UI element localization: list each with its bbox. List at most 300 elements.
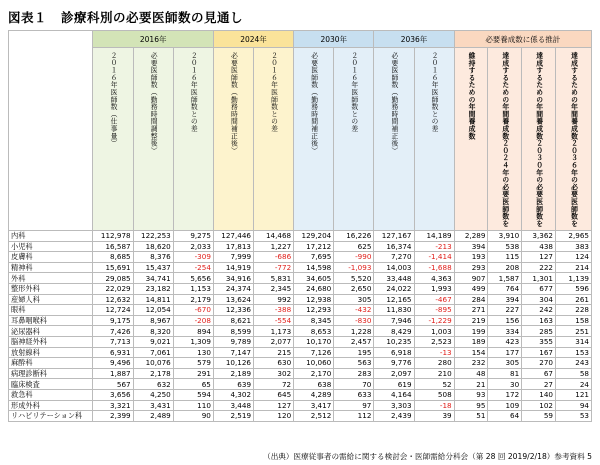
table-cell: 4,302 [213, 389, 253, 400]
table-cell: 70 [334, 379, 374, 390]
department-name: 放射線科 [9, 347, 93, 358]
table-cell: 2,650 [334, 283, 374, 294]
table-cell: 7,126 [294, 347, 334, 358]
table-cell: 208 [488, 262, 522, 273]
table-cell: 251 [555, 326, 591, 337]
table-cell: 121 [555, 389, 591, 400]
table-cell: 438 [522, 241, 556, 252]
table-cell: 10,235 [374, 336, 414, 347]
table-row [9, 262, 592, 273]
table-cell: 112 [334, 411, 374, 422]
table-cell: 14,919 [213, 262, 253, 273]
table-cell: -432 [334, 305, 374, 316]
table-cell: 3,431 [133, 400, 173, 411]
table-cell: 167 [522, 347, 556, 358]
table-cell: 14,598 [294, 262, 334, 273]
department-name: 救急科 [9, 389, 93, 400]
table-cell: 9,175 [93, 315, 133, 326]
table-cell: 214 [555, 262, 591, 273]
table-cell: 304 [522, 294, 556, 305]
table-cell: 9,496 [93, 358, 133, 369]
table-cell: 293 [454, 262, 488, 273]
table-body [9, 231, 592, 422]
table-row [9, 336, 592, 347]
column-header [414, 48, 454, 231]
table-cell: 12,293 [294, 305, 334, 316]
table-cell: 3,417 [294, 400, 334, 411]
table-cell: 1,173 [254, 326, 294, 337]
table-cell: -686 [254, 252, 294, 263]
table-cell: 508 [414, 389, 454, 400]
table-cell: -830 [334, 315, 374, 326]
column-header-label: 必要医師数（勤務時間補正後） [309, 52, 318, 155]
table-cell: 18,620 [133, 241, 173, 252]
table-cell: 579 [173, 358, 213, 369]
table-cell: 30 [488, 379, 522, 390]
table-cell: 93 [454, 389, 488, 400]
table-cell: 129,204 [294, 231, 334, 242]
column-header [488, 48, 522, 231]
table-cell: 594 [173, 389, 213, 400]
table-cell: 645 [254, 389, 294, 400]
table-cell: 199 [454, 326, 488, 337]
column-header [374, 48, 414, 231]
column-header-label: 達成するための年間養成数２０３０年の必要医師数を [534, 52, 543, 228]
table-cell: 3,362 [522, 231, 556, 242]
table-cell: 2,179 [173, 294, 213, 305]
table-row [9, 326, 592, 337]
table-cell: 6,931 [93, 347, 133, 358]
table-cell: 2,457 [334, 336, 374, 347]
table-cell: 270 [522, 358, 556, 369]
table-cell: 90 [173, 411, 213, 422]
table-cell: 2,289 [454, 231, 488, 242]
table-cell: 12,165 [374, 294, 414, 305]
table-cell: 97 [334, 400, 374, 411]
table-cell: 283 [334, 368, 374, 379]
table-cell: 2,178 [133, 368, 173, 379]
column-header [93, 48, 133, 231]
table-cell: 7,695 [294, 252, 334, 263]
table-cell: 7,061 [133, 347, 173, 358]
table-cell: 285 [522, 326, 556, 337]
table-row [9, 379, 592, 390]
table-cell: 7,713 [93, 336, 133, 347]
department-name: 外科 [9, 273, 93, 284]
department-name: 整形外科 [9, 283, 93, 294]
table-row [9, 241, 592, 252]
table-cell: 261 [555, 294, 591, 305]
column-header-label: 維持するための年間養成数 [467, 52, 476, 140]
department-name: 臨床検査 [9, 379, 93, 390]
physician-demand-table [8, 30, 592, 422]
table-cell: 9,275 [173, 231, 213, 242]
table-cell: 8,320 [133, 326, 173, 337]
column-header-label: 達成するための年間養成数２０２４年の必要医師数を [500, 52, 509, 228]
table-cell: 12,724 [93, 305, 133, 316]
figure-title-text: 診療科別の必要医師数の見通し [61, 10, 244, 25]
table-cell: 33,448 [374, 273, 414, 284]
table-cell: 21 [454, 379, 488, 390]
table-cell: 12,938 [294, 294, 334, 305]
table-cell: 27 [522, 379, 556, 390]
table-cell: 195 [334, 347, 374, 358]
table-row [9, 358, 592, 369]
table-cell: 1,587 [488, 273, 522, 284]
table-cell: 153 [555, 347, 591, 358]
table-cell: 383 [555, 241, 591, 252]
table-cell: 499 [454, 283, 488, 294]
table-cell: 222 [522, 262, 556, 273]
table-cell: 907 [454, 273, 488, 284]
table-cell: 1,887 [93, 368, 133, 379]
table-cell: 567 [93, 379, 133, 390]
table-cell: 127,167 [374, 231, 414, 242]
table-cell: 394 [488, 294, 522, 305]
table-cell: 67 [522, 368, 556, 379]
table-cell: 219 [454, 315, 488, 326]
table-cell: 130 [173, 347, 213, 358]
department-name: 脳神経外科 [9, 336, 93, 347]
table-cell: 12,336 [213, 305, 253, 316]
table-cell: -13 [414, 347, 454, 358]
table-cell: 4,363 [414, 273, 454, 284]
column-header [213, 48, 253, 231]
table-cell: 16,374 [374, 241, 414, 252]
department-name: 皮膚科 [9, 252, 93, 263]
table-cell: 158 [555, 315, 591, 326]
table-cell: 8,653 [294, 326, 334, 337]
table-cell: 4,250 [133, 389, 173, 400]
table-cell: -467 [414, 294, 454, 305]
table-row [9, 305, 592, 316]
table-cell: 5,656 [173, 273, 213, 284]
table-cell: 632 [133, 379, 173, 390]
table-cell: 34,605 [294, 273, 334, 284]
table-cell: 2,345 [254, 283, 294, 294]
corner-cell [9, 31, 93, 231]
table-cell: 39 [414, 411, 454, 422]
department-name: 泌尿器科 [9, 326, 93, 337]
table-cell: 1,993 [414, 283, 454, 294]
table-cell: 2,489 [133, 411, 173, 422]
table-cell: 94 [555, 400, 591, 411]
column-header-label: ２０１６年医師数（仕事量） [109, 52, 118, 147]
table-cell: 12,054 [133, 305, 173, 316]
table-cell: 271 [454, 305, 488, 316]
table-cell: 8,621 [213, 315, 253, 326]
table-cell: 127,446 [213, 231, 253, 242]
table-row [9, 368, 592, 379]
table-cell: 3,656 [93, 389, 133, 400]
table-cell: 8,685 [93, 252, 133, 263]
column-header [294, 48, 334, 231]
table-cell: 14,003 [374, 262, 414, 273]
table-cell: 16,587 [93, 241, 133, 252]
table-cell: -895 [414, 305, 454, 316]
column-header [454, 48, 488, 231]
column-header [133, 48, 173, 231]
figure-title [8, 8, 243, 26]
table-cell: 110 [173, 400, 213, 411]
table-cell: 7,999 [213, 252, 253, 263]
table-cell: -254 [173, 262, 213, 273]
department-name: リハビリテーション科 [9, 411, 93, 422]
table-cell: 1,228 [334, 326, 374, 337]
table-cell: 24,374 [213, 283, 253, 294]
column-header [334, 48, 374, 231]
department-name: 産婦人科 [9, 294, 93, 305]
table-row [9, 400, 592, 411]
table-cell: 34,916 [213, 273, 253, 284]
table-cell: 284 [454, 294, 488, 305]
table-cell: 3,303 [374, 400, 414, 411]
table-cell: 992 [254, 294, 294, 305]
group-header: 2016年 [93, 31, 213, 48]
table-cell: 302 [254, 368, 294, 379]
table-cell: 48 [454, 368, 488, 379]
table-cell: 3,448 [213, 400, 253, 411]
table-cell: -554 [254, 315, 294, 326]
table-row [9, 315, 592, 326]
table-row [9, 231, 592, 242]
table-cell: 24,022 [374, 283, 414, 294]
department-name: 内科 [9, 231, 93, 242]
table-cell: 8,967 [133, 315, 173, 326]
column-header [522, 48, 556, 231]
group-header-row [9, 31, 592, 48]
column-header [555, 48, 591, 231]
table-cell: 24 [555, 379, 591, 390]
table-cell: 127 [254, 400, 294, 411]
column-header-label: ２０１６年医師数との差 [189, 52, 198, 133]
table-cell: 52 [414, 379, 454, 390]
table-cell: 7,147 [213, 347, 253, 358]
table-cell: 764 [488, 283, 522, 294]
department-name: 病理診断科 [9, 368, 93, 379]
table-cell: -213 [414, 241, 454, 252]
table-cell: 2,439 [374, 411, 414, 422]
column-header [173, 48, 213, 231]
table-cell: 177 [488, 347, 522, 358]
table-cell: 14,811 [133, 294, 173, 305]
table-cell: 124 [555, 252, 591, 263]
table-cell: 305 [488, 358, 522, 369]
table-row [9, 273, 592, 284]
table-cell: 314 [555, 336, 591, 347]
table-cell: 243 [555, 358, 591, 369]
table-row [9, 347, 592, 358]
table-cell: 10,060 [294, 358, 334, 369]
table-cell: 3,910 [488, 231, 522, 242]
group-header: 2024年 [213, 31, 293, 48]
table-cell: 17,212 [294, 241, 334, 252]
table-cell: -309 [173, 252, 213, 263]
table-cell: 538 [488, 241, 522, 252]
table-cell: 7,426 [93, 326, 133, 337]
column-header-label: ２０１６年医師数との差 [269, 52, 278, 133]
table-cell: 109 [488, 400, 522, 411]
table-cell: 8,429 [374, 326, 414, 337]
table-cell: 677 [522, 283, 556, 294]
table-cell: 140 [522, 389, 556, 400]
column-header-label: ２０１６年医師数との差 [430, 52, 439, 133]
table-cell: 10,076 [133, 358, 173, 369]
table-cell: -990 [334, 252, 374, 263]
column-header-label: 必要医師数（勤務時間補正後） [389, 52, 398, 155]
table-cell: 305 [334, 294, 374, 305]
table-cell: 334 [488, 326, 522, 337]
table-cell: 1,309 [173, 336, 213, 347]
table-cell: 9,776 [374, 358, 414, 369]
table-cell: 14,468 [254, 231, 294, 242]
table-cell: 122,253 [133, 231, 173, 242]
table-cell: 120 [254, 411, 294, 422]
table-cell: -1,414 [414, 252, 454, 263]
table-cell: 1,301 [522, 273, 556, 284]
table-cell: 2,077 [254, 336, 294, 347]
source-note: （出典）医療従事者の需給に関する検討会・医師需給分科会（第 28 回 2019/2/18）参考資料 5 [263, 452, 592, 461]
table-row [9, 411, 592, 422]
table-row [9, 294, 592, 305]
table-cell: 3,321 [93, 400, 133, 411]
table-row [9, 389, 592, 400]
table-cell: 24,680 [294, 283, 334, 294]
table-cell: 11,830 [374, 305, 414, 316]
column-header [254, 48, 294, 231]
table-cell: 355 [522, 336, 556, 347]
table-cell: 58 [555, 368, 591, 379]
table-cell: 16,226 [334, 231, 374, 242]
table-cell: 2,170 [294, 368, 334, 379]
table-cell: 15,691 [93, 262, 133, 273]
table-cell: 102 [522, 400, 556, 411]
table-cell: 95 [454, 400, 488, 411]
table-cell: 8,376 [133, 252, 173, 263]
table-cell: 8,345 [294, 315, 334, 326]
table-cell: 4,289 [294, 389, 334, 400]
table-cell: 51 [454, 411, 488, 422]
table-cell: 1,227 [254, 241, 294, 252]
table-cell: 115 [488, 252, 522, 263]
figure-number: 図表１ [8, 10, 48, 25]
table-cell: 72 [254, 379, 294, 390]
table-cell: 23,182 [133, 283, 173, 294]
department-name: 形成外科 [9, 400, 93, 411]
table-cell: 2,033 [173, 241, 213, 252]
table-cell: 172 [488, 389, 522, 400]
table-cell: 2,523 [414, 336, 454, 347]
table-cell: -208 [173, 315, 213, 326]
column-header-label: 必要医師数（勤務時間補正後） [229, 52, 238, 155]
table-cell: 210 [414, 368, 454, 379]
table-cell: 10,170 [294, 336, 334, 347]
department-name: 眼科 [9, 305, 93, 316]
table-cell: 154 [454, 347, 488, 358]
table-cell: -18 [414, 400, 454, 411]
table-cell: 894 [173, 326, 213, 337]
department-name: 麻酔科 [9, 358, 93, 369]
table-cell: 29,085 [93, 273, 133, 284]
table-cell: 423 [488, 336, 522, 347]
table-cell: 14,189 [414, 231, 454, 242]
department-name: 小児科 [9, 241, 93, 252]
column-header-row [9, 48, 592, 231]
table-cell: 563 [334, 358, 374, 369]
table-cell: 193 [454, 252, 488, 263]
table-cell: 189 [454, 336, 488, 347]
table-cell: 232 [454, 358, 488, 369]
table-cell: 8,599 [213, 326, 253, 337]
table-cell: 81 [488, 368, 522, 379]
table-cell: 1,139 [555, 273, 591, 284]
table-cell: 2,965 [555, 231, 591, 242]
table-cell: -772 [254, 262, 294, 273]
table-cell: 638 [294, 379, 334, 390]
group-header: 2030年 [294, 31, 374, 48]
table-cell: 7,270 [374, 252, 414, 263]
table-cell: 630 [254, 358, 294, 369]
group-header: 必要養成数に係る推計 [454, 31, 591, 48]
table-cell: 10,126 [213, 358, 253, 369]
table-cell: 163 [522, 315, 556, 326]
table-cell: 2,512 [294, 411, 334, 422]
table-cell: 633 [334, 389, 374, 400]
table-cell: 12,632 [93, 294, 133, 305]
department-name: 精神科 [9, 262, 93, 273]
table-cell: 13,624 [213, 294, 253, 305]
table-cell: 394 [454, 241, 488, 252]
table-cell: -1,229 [414, 315, 454, 326]
table-cell: 639 [213, 379, 253, 390]
table-cell: 53 [555, 411, 591, 422]
column-header-label: 達成するための年間養成数２０３６年の必要医師数を [569, 52, 578, 228]
table-cell: 5,520 [334, 273, 374, 284]
table-cell: 619 [374, 379, 414, 390]
table-cell: 6,918 [374, 347, 414, 358]
table-cell: 291 [173, 368, 213, 379]
table-cell: -1,688 [414, 262, 454, 273]
table-cell: 65 [173, 379, 213, 390]
data-table-wrapper [8, 30, 592, 422]
table-row [9, 252, 592, 263]
table-cell: 9,789 [213, 336, 253, 347]
table-cell: 2,189 [213, 368, 253, 379]
table-cell: 5,831 [254, 273, 294, 284]
table-cell: 227 [488, 305, 522, 316]
table-cell: 15,437 [133, 262, 173, 273]
table-cell: 2,097 [374, 368, 414, 379]
table-cell: 215 [254, 347, 294, 358]
table-cell: 2,519 [213, 411, 253, 422]
group-header: 2036年 [374, 31, 454, 48]
table-cell: 625 [334, 241, 374, 252]
department-name: 耳鼻咽喉科 [9, 315, 93, 326]
table-cell: 1,153 [173, 283, 213, 294]
table-cell: -670 [173, 305, 213, 316]
table-cell: 242 [522, 305, 556, 316]
table-cell: -1,093 [334, 262, 374, 273]
table-cell: 22,029 [93, 283, 133, 294]
table-cell: 9,021 [133, 336, 173, 347]
table-cell: 127 [522, 252, 556, 263]
table-cell: 156 [488, 315, 522, 326]
table-cell: 1,003 [414, 326, 454, 337]
table-cell: 280 [414, 358, 454, 369]
table-cell: 228 [555, 305, 591, 316]
table-row [9, 283, 592, 294]
table-cell: 596 [555, 283, 591, 294]
